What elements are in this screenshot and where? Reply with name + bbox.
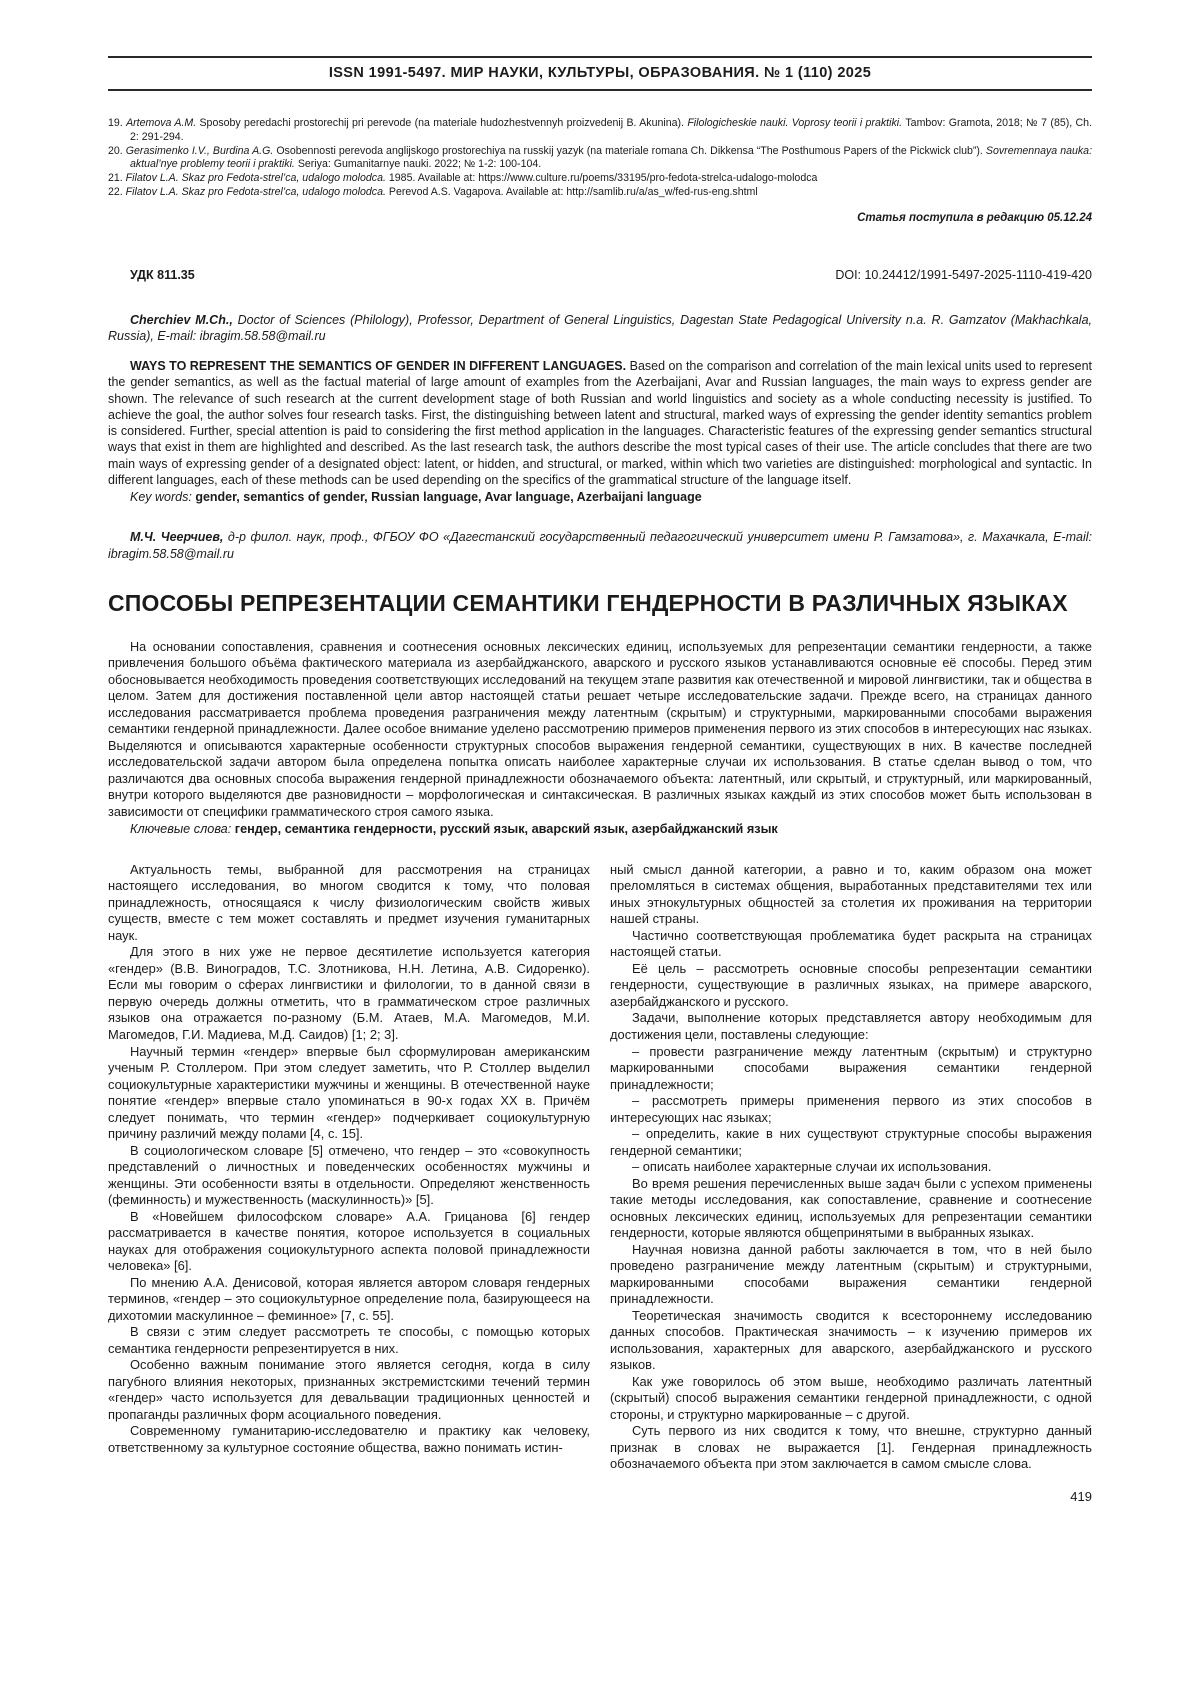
- abstract-ru: На основании сопоставления, сравнения и соотнесения основных лексических единиц, используемых для репрезентации семантики гендерности, а также привлечения большого объёма фактического материала из азербайджанского, аварского и русского языков устанавливаются основные её способы. Перед этим обосновывается необходимость проведения соответствующих исследований на текущем этапе развития как отечественной и мировой лингвистики, так и общества в целом. Затем для достижения поставленной цели автор настоящей статьи решает четыре исследовательские задачи. Прежде всего, на страницах данного исследования рассматривается проблема проведения разграничения между латентным (скрытым) и структурными, маркированными способами выражения семантики гендерной принадлежности. Далее особое внимание уделено рассмотрению примеров применения первого из этих способов в интересующих нас языках. Выделяются и описываются характерные особенности структурных способов выражения гендерной семантики, существующих в них. В качестве последней исследовательской задачи автором была определена попытка описать наиболее характерные случаи их использования. В статье сделан вывод о том, что различаются два основных способа выражения гендерной принадлежности обозначаемого объекта: латентный, или скрытый, и структурный, или маркированный, внутри которого выделяются две разновидности – морфологическая и синтаксическая. В различных языках каждый из этих способов может быть использован в зависимости от специфики грамматического строя самого языка.: [108, 639, 1092, 819]
- body-paragraph: [108, 1324, 590, 1357]
- text-run: По мнению А.А. Денисовой, которая является автором словаря гендерных терминов, «гендер – это социокультурное определение пола, базирующееся на дихотомии маскулинное – феминное» [7, с. 55].: [108, 1274, 590, 1323]
- text-run: Cherchiev M.Ch.,: [130, 312, 238, 327]
- text-run: WAYS TO REPRESENT THE SEMANTICS OF GENDER IN DIFFERENT LANGUAGES.: [130, 359, 630, 374]
- text-run: В связи с этим следует рассмотреть те способы, с помощью которых семантика гендерности репрезентируется в них.: [108, 1324, 590, 1356]
- text-run: Теоретическая значимость сводится к всестороннему исследованию данных способов. Практическая значимость – к изучению примеров их использования, характерных для аварского, азербайджанского и русского языков.: [610, 1307, 1092, 1373]
- body-paragraph: [108, 1209, 590, 1275]
- text-run: gender, semantics of gender, Russian language, Avar language, Azerbaijani language: [195, 490, 702, 505]
- text-run: – провести разграничение между латентным (скрытым) и структурно маркированными способами выражения семантики гендерной принадлежности;: [610, 1043, 1092, 1092]
- body-paragraph: [610, 1423, 1092, 1473]
- body-paragraph: [610, 928, 1092, 961]
- text-run: Sovremennaya nauka: aktual’nye problemy teorii i praktiki.: [130, 144, 1093, 171]
- text-run: Gerasimenko I.V., Burdina A.G.: [125, 144, 277, 157]
- text-run: Актуальность темы, выбранной для рассмотрения на страницах настоящего исследования, во многом сводится к тому, что половая принадлежность, относящаяся к числу физиологическим свойств живых существ, вместе с тем может составлять и предмет изучения гуманитарных наук.: [108, 861, 590, 943]
- journal-issue-line: ISSN 1991-5497. МИР НАУКИ, КУЛЬТУРЫ, ОБРАЗОВАНИЯ. № 1 (110) 2025: [328, 65, 872, 81]
- header-rule-bottom: [108, 89, 1092, 91]
- text-run: Задачи, выполнение которых представляется автору необходимым для достижения цели, поставлены следующие:: [610, 1010, 1092, 1042]
- body-paragraph: [610, 1044, 1092, 1094]
- body-paragraph: [610, 862, 1092, 928]
- received-date-line: Статья поступила в редакцию 05.12.24: [857, 211, 1092, 224]
- reference-item: [108, 172, 1092, 186]
- text-run: гендер, семантика гендерности, русский язык, аварский язык, азербайджанский язык: [234, 822, 778, 837]
- left-column: [108, 862, 590, 1473]
- body-paragraph: [610, 1374, 1092, 1424]
- reference-item: [108, 117, 1092, 145]
- body-paragraph: [108, 1423, 590, 1456]
- reference-item: [108, 145, 1092, 173]
- body-paragraph: [108, 1044, 590, 1143]
- text-run: 22.: [108, 185, 126, 198]
- abstract-en: [108, 358, 1092, 488]
- text-run: – определить, какие в них существуют структурные способы выражения гендерной семантики;: [610, 1126, 1092, 1158]
- text-run: 21.: [108, 172, 126, 185]
- text-run: Osobennosti perevoda anglijskogo prostorechiya na russkij yazyk (na materiale romana Ch. Dikkensa “The Posthumous Papers of the Pickwick club”).: [276, 144, 986, 157]
- text-run: Perevod A.S. Vagapova. Available at: http://samlib.ru/a/as_w/fed-rus-eng.shtml: [388, 185, 758, 198]
- text-run: М.Ч. Чеерчиев,: [130, 530, 228, 545]
- text-run: д-р филол. наук, проф., ФГБОУ ФО «Дагестанский государственный педагогический университет имени Р. Гамзатова», г. Махачкала, E-mail: ibragim.58.58@mail.ru: [108, 530, 1092, 561]
- text-run: Based on the comparison and correlation of the main lexical units used to represent the gender semantics, as well as the factual material of large amount of examples from the Azerbaijani, Avar and Russian languages, the main ways to express gender are shown. The relevance of such research at the current development stage of both Russian and world linguistics and society as a whole conducting necessity is justified. To achieve the goal, the author solves four research tasks. First, the distinguishing between latent and structural, marked ways of expressing the gender identity semantics problem is considered. Further, special attention is paid to considering the first method application in the languages. Characteristic features of the expressing gender semantics structural ways that exist in them are highlighted and described. As the last research task, the authors describe the most typical cases of their use. The article concludes that there are two main ways of expressing gender of a designated object: latent, or hidden, and structural, or marked, within which two varieties are distinguished: morphological and syntactic. In different languages, each of these methods can be used depending on the specifics of the grammatical structure of the language itself.: [108, 359, 1093, 487]
- text-run: Filatov L.A.: [125, 172, 182, 185]
- doi-code: DOI: 10.24412/1991-5497-2025-1110-419-420: [835, 267, 1092, 282]
- keywords-en: [108, 489, 1092, 505]
- text-run: Tambov: Gramota, 2018; № 7 (85), Ch. 2: 291-294.: [130, 117, 1093, 143]
- text-run: Частично соответствующая проблематика будет раскрыта на страницах настоящей статьи.: [610, 927, 1092, 960]
- journal-header: [108, 56, 1092, 91]
- text-run: Doctor of Sciences (Philology), Professor, Department of General Linguistics, Dagestan State Pedagogical University n.a. R. Gamzatov (Makhachkala, Russia), E-mail: ibragim.58.58@mail.ru: [108, 312, 1092, 343]
- text-run: Filatov L.A.: [125, 185, 182, 198]
- body-paragraph: [610, 1093, 1092, 1126]
- author-info-en: [108, 312, 1092, 345]
- text-run: В «Новейшем философском словаре» А.А. Грицанова [6] гендер рассматривается в качестве понятия, которое используется в социальных науках для отображения социокультурного аспекта половой принадлежности человека» [6].: [108, 1208, 590, 1274]
- right-column: [610, 862, 1092, 1473]
- body-paragraph: [610, 961, 1092, 1011]
- body-paragraph: [610, 1010, 1092, 1043]
- text-run: Sposoby peredachi prostorechij pri perevode (na materiale hudozhestvennyh proizvedenij B. Akunina).: [199, 117, 688, 129]
- text-run: Seriya: Gumanitarnye nauki. 2022; № 1-2: 100-104.: [297, 158, 542, 171]
- text-run: 19.: [108, 117, 127, 129]
- body-paragraph: [108, 1357, 590, 1423]
- body-paragraph: [610, 1176, 1092, 1242]
- references-list: [108, 117, 1092, 200]
- udk-doi-row: [108, 268, 1092, 282]
- text-run: Для этого в них уже не первое десятилетие используется категория «гендер» (В.В. Виноградов, Т.С. Злотникова, Н.Н. Летина, А.В. Сидоренко). Если мы говорим о сферах лингвистики и филологии, то в данной связи в первую очередь должны отметить, что в грамматическом строе различных языков она отражается по-разному (Б.М. Атаев, М.А. Магомедов, М.И. Магомедов, Г.И. Мадиева, М.Д. Саидов) [1; 2; 3].: [108, 944, 590, 1042]
- body-paragraph: [108, 1143, 590, 1209]
- text-run: – описать наиболее характерные случаи их использования.: [632, 1159, 992, 1175]
- text-run: Filologicheskie nauki. Voprosy teorii i praktiki.: [687, 117, 906, 129]
- text-run: Как уже говорилось об этом выше, необходимо различать латентный (скрытый) способ выражения семантики гендерной принадлежности, с одной стороны, и структурно маркированные – с другой.: [610, 1373, 1092, 1422]
- body-paragraph: [610, 1308, 1092, 1374]
- udk-code: УДК 811.35: [130, 267, 195, 282]
- body-paragraph: [108, 944, 590, 1043]
- text-run: Во время решения перечисленных выше задач были с успехом применены такие методы исследования, как сопоставление, сравнение и соотнесение основных лексических единиц, используемых для репрезентации семантики гендерности, которые являются общепринятыми в выбранных языках.: [610, 1175, 1092, 1241]
- text-run: Skaz pro Fedota-strel’ca, udalogo molodca.: [181, 172, 389, 185]
- body-paragraph: [610, 1126, 1092, 1159]
- body-paragraph: [108, 862, 590, 945]
- text-run: Научная новизна данной работы заключается в том, что в ней было проведено разграничение между латентным (скрытым) и структурными, маркированными способами выражения семантики гендерной принадлежности.: [610, 1241, 1092, 1307]
- body-paragraph: [108, 1275, 590, 1325]
- keywords-ru: [108, 821, 1092, 838]
- text-run: 20.: [108, 144, 126, 157]
- text-run: Skaz pro Fedota-strel’ca, udalogo molodca.: [181, 185, 389, 198]
- page-number: 419: [1070, 1488, 1092, 1504]
- author-info-ru: [108, 529, 1092, 562]
- text-run: Современному гуманитарию-исследователю и практику как человеку, ответственному за культурное состояние общества, важно понимать истин-: [108, 1423, 590, 1455]
- text-run: – рассмотреть примеры применения первого из этих способов в интересующих нас языках;: [610, 1093, 1092, 1125]
- text-run: ный смысл данной категории, а равно и то, каким образом она может преломляться в системах общения, выработанных представителями тех или иных этнокультурных общностей за столетия их проживания на территории нашей страны.: [610, 861, 1092, 927]
- text-run: Ключевые слова:: [130, 822, 235, 837]
- text-run: Key words:: [130, 490, 196, 505]
- text-run: Особенно важным понимание этого является сегодня, когда в силу пагубного влияния некоторых, признанных экстремистскими течений термин «гендер» часто используется для девальвации традиционных ценностей и пропаганды различных форм асоциального поведения.: [108, 1357, 590, 1422]
- text-run: 1985. Available at: https://www.culture.ru/poems/33195/pro-fedota-strelca-udalogo-molodca: [388, 172, 818, 185]
- body-paragraph: [610, 1242, 1092, 1308]
- text-run: Суть первого из них сводится к тому, что внешне, структурно данный признак в словах не выражается [1]. Гендерная принадлежность обозначаемого объекта при этом заключается в самом смысле слова.: [610, 1423, 1092, 1472]
- article-title-ru: СПОСОБЫ РЕПРЕЗЕНТАЦИИ СЕМАНТИКИ ГЕНДЕРНОСТИ В РАЗЛИЧНЫХ ЯЗЫКАХ: [108, 589, 1068, 616]
- text-run: Научный термин «гендер» впервые был сформулирован американским ученым Р. Столлером. При этом следует заметить, что Р. Столлер выделил социокультурные характеристики мужчины и женщины. В отечественной науке понятие «гендер» впервые стало упоминаться в 90-х годах XX в. Причём следует понимать, что термин «гендер» подчеркивает социокультурную причину различий между полами [4, с. 15].: [108, 1043, 590, 1142]
- text-run: В социологическом словаре [5] отмечено, что гендер – это «совокупность представлений о личностных и поведенческих особенностях мужчины и женщины. Эти особенности взяты в отдельности. Определяют женственность (феминность) и мужественность (маскулинность)» [5].: [108, 1142, 590, 1208]
- article-body: [108, 862, 1092, 1473]
- text-run: Её цель – рассмотреть основные способы репрезентации семантики гендерности, существующие в различных языках, на примере аварского, азербайджанского и русского.: [610, 960, 1092, 1009]
- text-run: Artemova A.M.: [126, 117, 200, 129]
- reference-item: [108, 186, 1092, 200]
- body-paragraph: [610, 1159, 1092, 1176]
